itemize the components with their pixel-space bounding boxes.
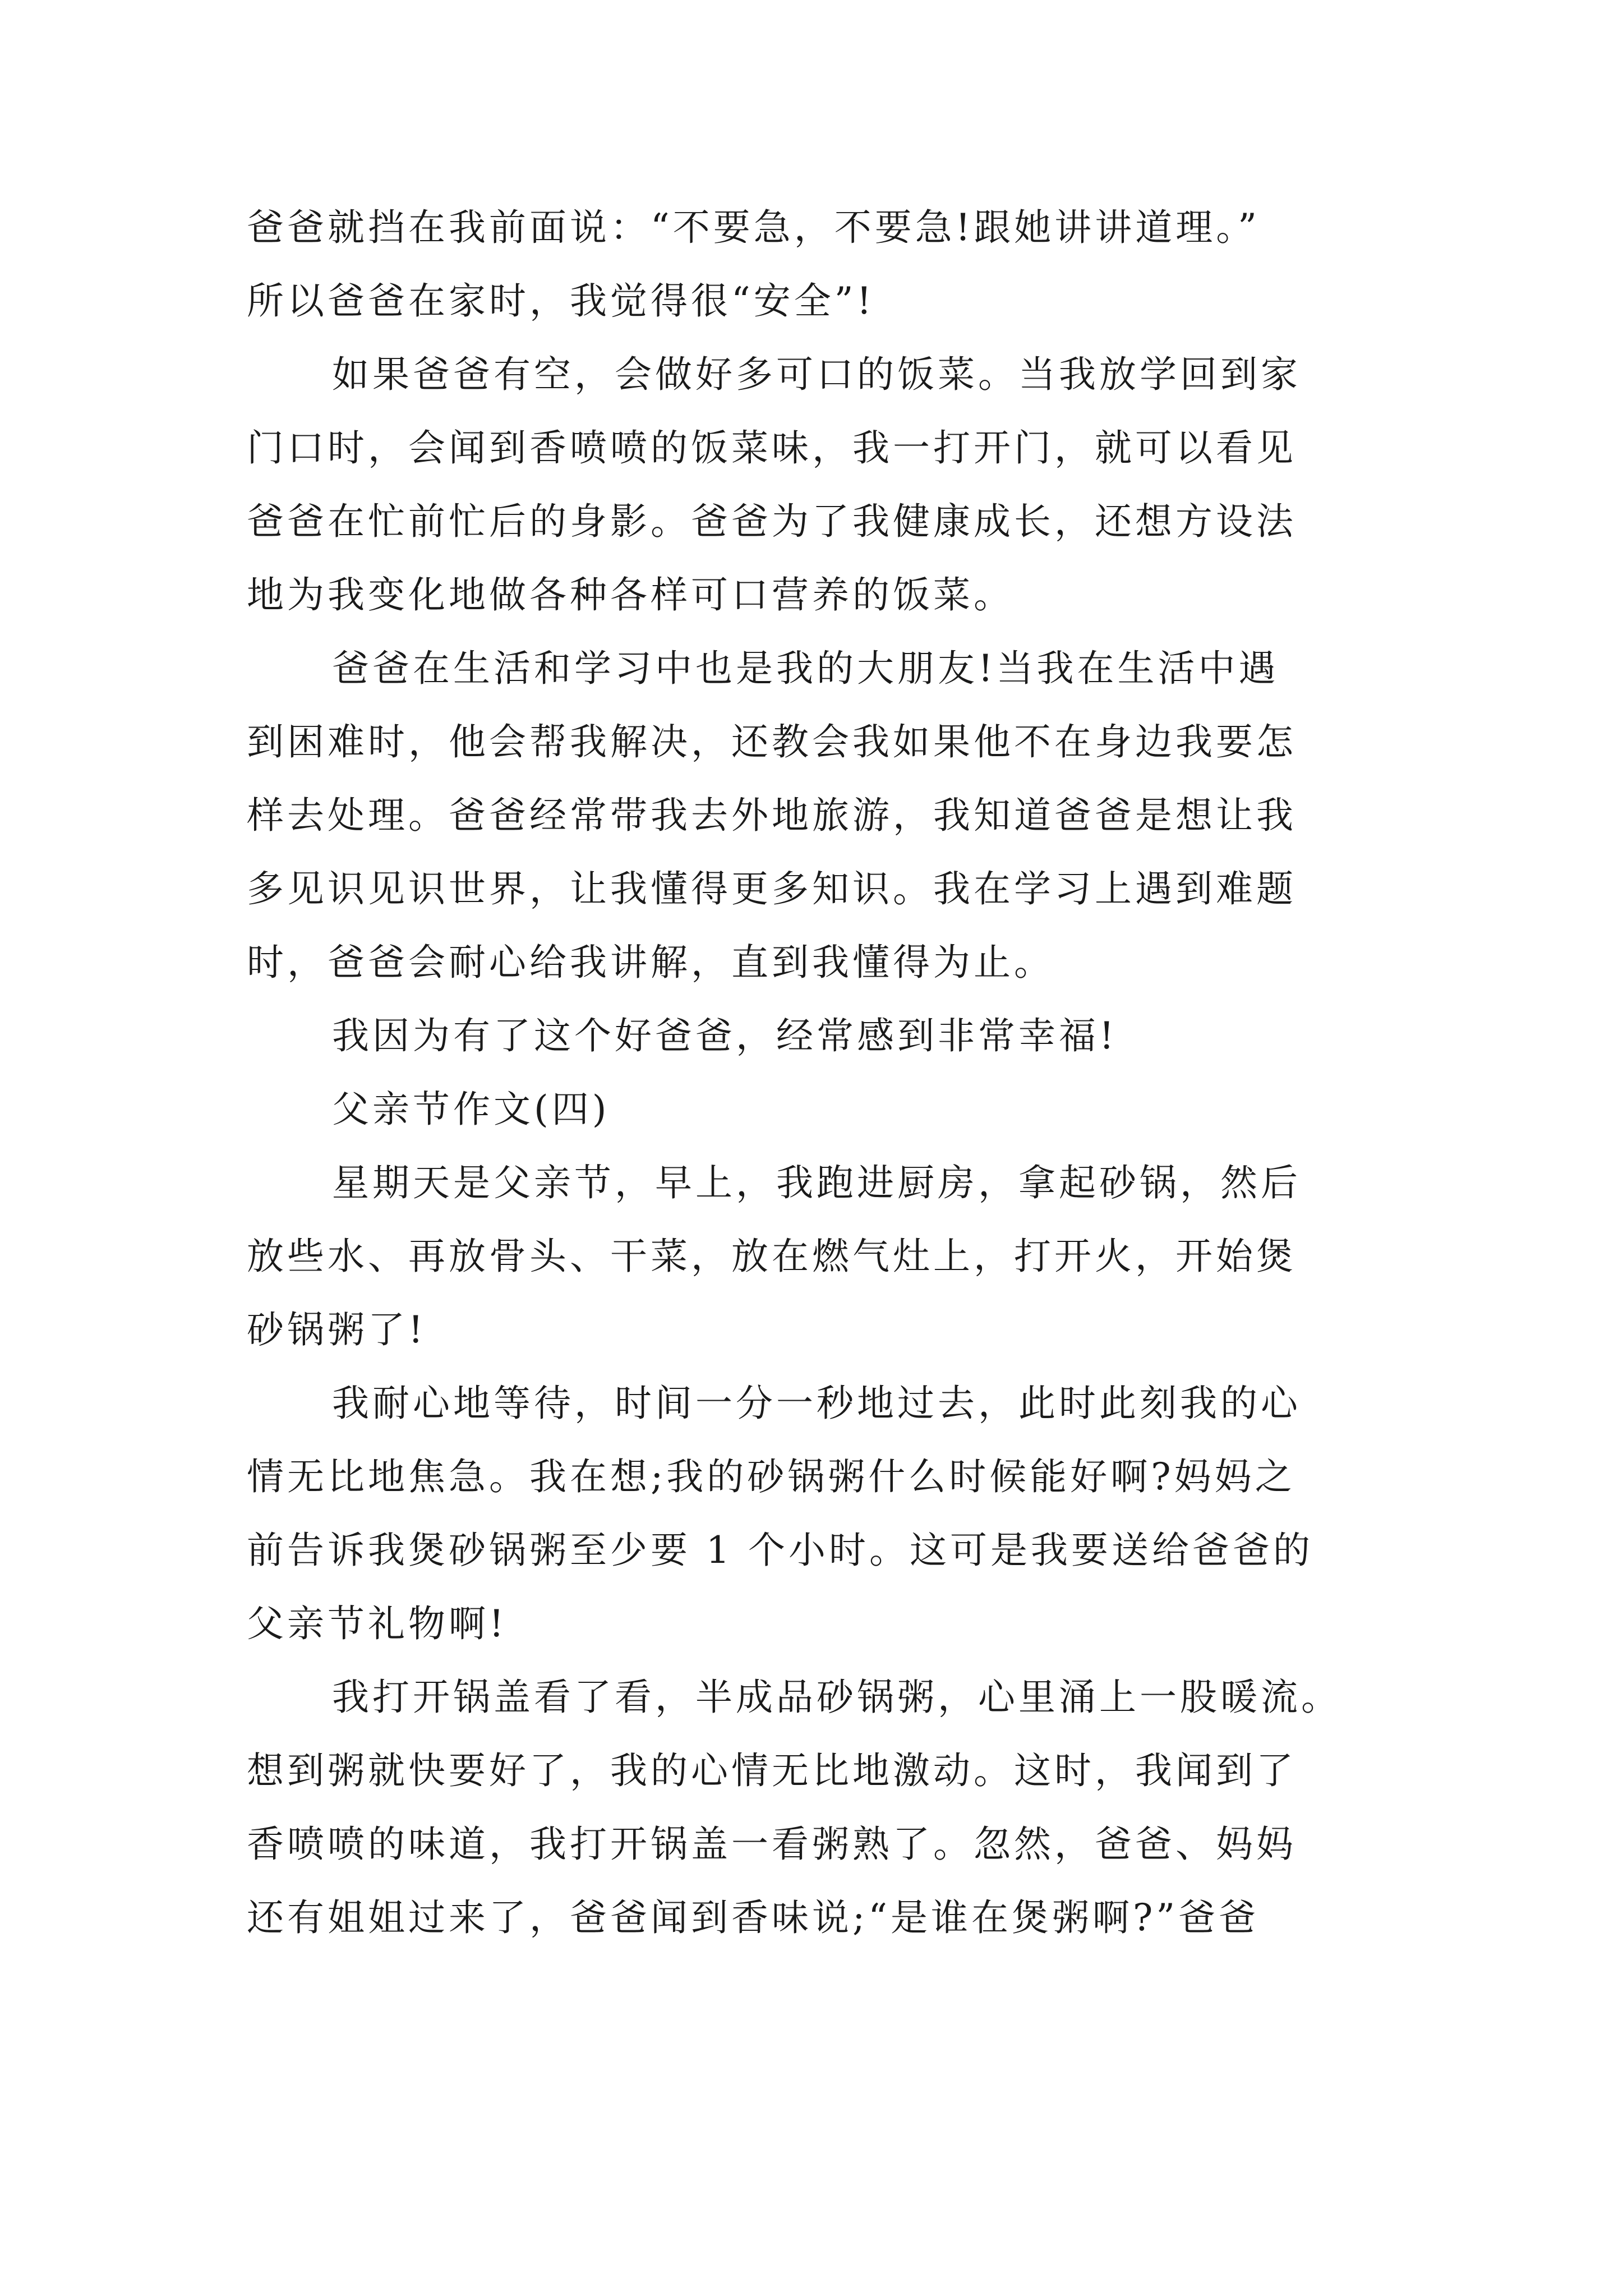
text-line: 我耐心地等待，时间一分一秒地过去，此时此刻我的心: [332, 1382, 1301, 1425]
text-line: 父亲节礼物啊!: [247, 1602, 508, 1645]
text-line: 前告诉我煲砂锅粥至少要 1 个小时。这可是我要送给爸爸的: [247, 1529, 1313, 1572]
text-line: 样去处理。爸爸经常带我去外地旅游，我知道爸爸是想让我: [247, 794, 1297, 837]
text-line: 星期天是父亲节，早上，我跑进厨房，拿起砂锅，然后: [332, 1161, 1301, 1204]
text-line: 还有姐姐过来了，爸爸闻到香味说;“是谁在煲粥啊?”爸爸: [247, 1896, 1260, 1939]
text-line: 多见识见识世界，让我懂得更多知识。我在学习上遇到难题: [247, 867, 1297, 910]
text-line: 时，爸爸会耐心给我讲解，直到我懂得为止。: [247, 941, 1054, 984]
text-line: 门口时，会闻到香喷喷的饭菜味，我一打开门，就可以看见: [247, 426, 1297, 470]
text-line: 放些水、再放骨头、干菜，放在燃气灶上，打开火，开始煲: [247, 1235, 1297, 1278]
text-line: 如果爸爸有空，会做好多可口的饭菜。当我放学回到家: [332, 353, 1301, 396]
text-line: 到困难时，他会帮我解决，还教会我如果他不在身边我要怎: [247, 720, 1297, 763]
text-line: 地为我变化地做各种各样可口营养的饭菜。: [247, 573, 1014, 616]
essay-body: [247, 191, 1391, 1954]
text-line: 砂锅粥了!: [247, 1308, 427, 1351]
text-line: 我因为有了这个好爸爸，经常感到非常幸福!: [332, 1014, 1118, 1057]
text-line: 爸爸就挡在我前面说：“不要急，不要急!跟她讲讲道理。”: [247, 206, 1261, 249]
text-line: 情无比地焦急。我在想;我的砂锅粥什么时候能好啊?妈妈之: [247, 1455, 1295, 1498]
text-line: 爸爸在忙前忙后的身影。爸爸为了我健康成长，还想方设法: [247, 500, 1297, 543]
text-line: 想到粥就快要好了，我的心情无比地激动。这时，我闻到了: [247, 1749, 1297, 1792]
text-line: 父亲节作文(四): [332, 1088, 610, 1131]
text-line: 爸爸在生活和学习中也是我的大朋友!当我在生活中遇: [332, 647, 1279, 690]
text-line: 我打开锅盖看了看，半成品砂锅粥，心里涌上一股暖流。: [332, 1676, 1341, 1719]
text-line: 香喷喷的味道，我打开锅盖一看粥熟了。忽然，爸爸、妈妈: [247, 1823, 1297, 1866]
text-line: 所以爸爸在家时，我觉得很“安全”!: [247, 279, 875, 323]
